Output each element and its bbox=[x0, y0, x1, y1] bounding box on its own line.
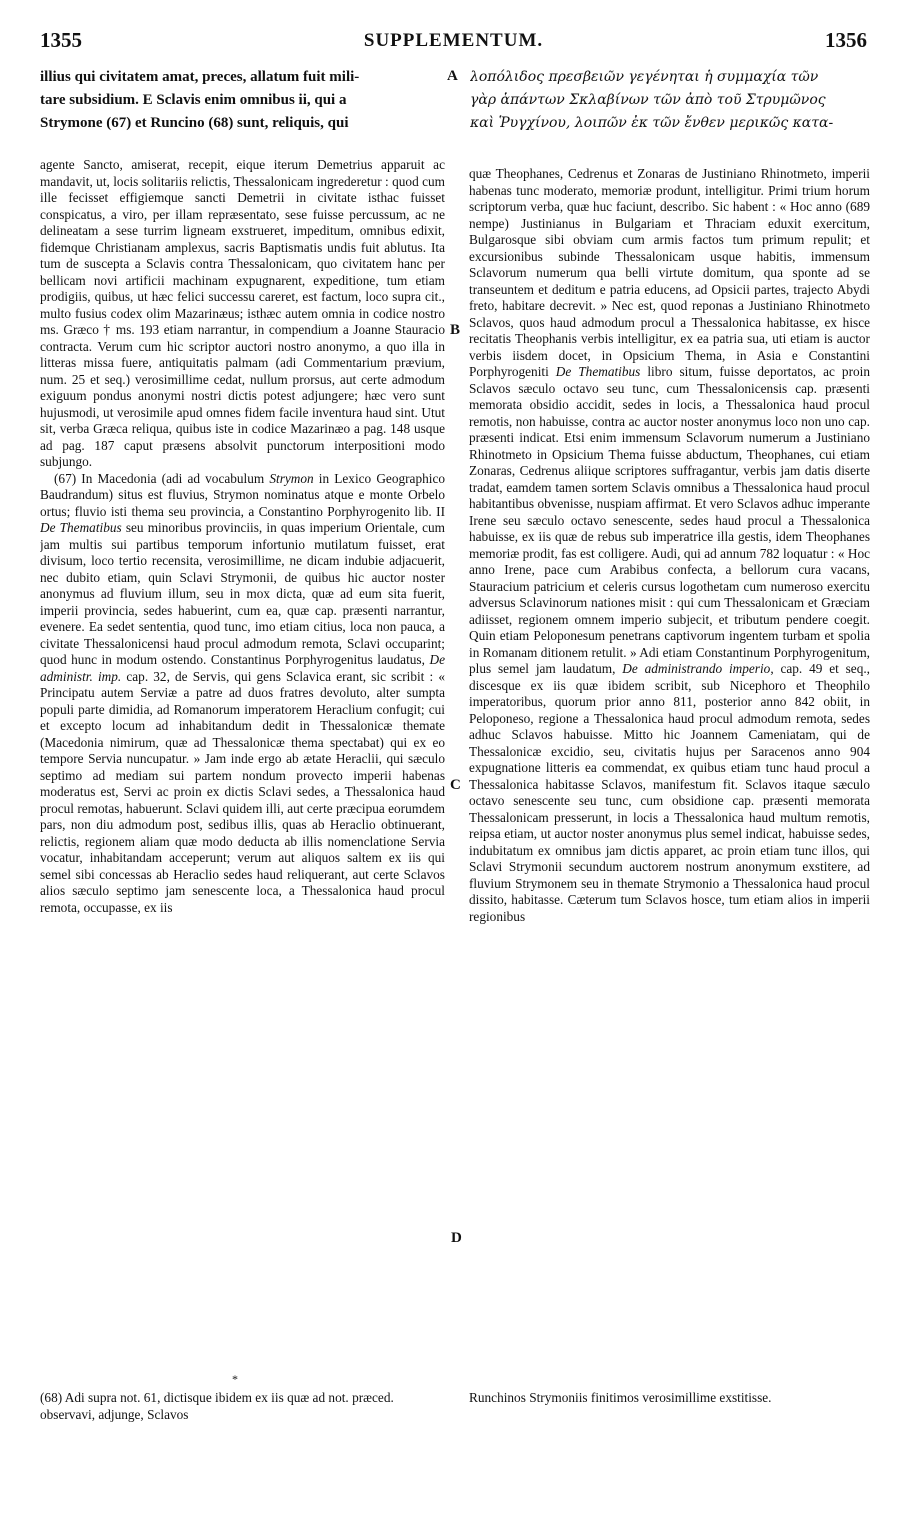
footnote-68-right: Runchinos Strymoniis finitimos verosimillime exstitisse. bbox=[469, 1390, 772, 1405]
margin-marker-b: B bbox=[450, 322, 461, 338]
emphasis: De Thematibus bbox=[555, 364, 641, 379]
text-run: cap. 32, de Servis, qui gens Sclavica erant, sic scribit : « Principatu autem Serviæ a patre ad duos fratres devoluto, alter sumpta populi parte dimidia, ad Romanorum imperatorem Heraclium confugit; cui et excepto locum ad inhabitandum dedit in Thessalonicæ themate (Macedonia nimirum, quæ ad Thessalonicæ thema spectabat) qui ex eo tempore Servia nuncupatur. » Jam inde ergo ab ætate Heraclii, qui sæculo septimo ad mediam sui partem nondum provecto imperii habenas moderatus est, Servi ac proin ex dictis Sclavi sedes, a Thessalonica haud procul remotas, habuerunt. Sclavi quidem illi, aut certe præcipua eorumdem pars, non diu admodum post, sedibus illis, quas ab Heraclio obtinuerant, relictis, regionem aliam quæ modo deducta ab illis nomenclatione Servia vocatur, inhabitandam acceperunt; verum aut aliquos saltem ex iis qui semel sibi concessas ab Heraclio sedes haud reliquerant, aut certe Sclavos alios sæculo septimo jam senescente loca, a Thessalonica haud procul remota, occupasse, ex iis bbox=[40, 668, 445, 915]
running-title: SUPPLEMENTUM. bbox=[363, 30, 544, 51]
emphasis: De administr. imp. bbox=[40, 652, 445, 684]
commentary-paragraph bbox=[469, 166, 870, 925]
emphasis: Strymon bbox=[269, 470, 314, 486]
text-run: , cap. 49 et seq., discesque ex iis quæ ibidem scribit, sub Nicephoro et Theophilo imperatoribus, quorum prior anno 811, posterior anno 842 obiit, in Peloponeso, regione a Thessalonica haud procul admodum remota, sedes adhuc Sclavos habuisse. Mitto hic Joannem Cameniatam, qui de Thessalonicæ excidio, seu, civitatis hujus per Saracenos anno 904 expugnatione litteris ea commendat, ex quibus etiam tunc haud procul a Thessalonica habitasse Sclavos, manifestum fit. Sclavos itaque sæculo octavo senescente seu tunc, cum obsidione cap. præsenti memorata Thessalonicam presserunt, in locis a Thessalonica haud multum remotis, reipsa etiam, ut auctor noster anonymus plus semel indicat, habuisse sedes, indubitatum ex omnibus jam dictis apparet, ac proin etiam tunc illos, qui Sclavi Strymonii secundum auctorem nostrum anonymum exstitere, ad fluvium Strymonem seu in themate Strymonio a Thessalonica haud procul dissito, habitasse. Cæterum tum Sclavos hosce, tum etiam alios in imperii regionibus bbox=[469, 661, 870, 924]
emphasis: De administrando imperio bbox=[622, 661, 771, 676]
note-67-paragraph bbox=[40, 471, 445, 917]
page-number-right: 1356 bbox=[825, 28, 867, 52]
margin-marker-c: C bbox=[450, 777, 461, 793]
greek-line: γὰρ ἁπάντων Σκλαβίνων τῶν ἀπὸ τοῦ Στρυμῶνος bbox=[470, 92, 826, 108]
latin-line: illius qui civitatem amat, preces, allatum fuit mili- bbox=[40, 69, 360, 85]
page-number-left: 1355 bbox=[40, 28, 82, 52]
text-run: seu minoribus provinciis, in quas imperium Orientale, cum jam multis sui partibus temporum infortunio mutilatum fuisset, erat divisum, loco tertio recensita, verosimillime, ne dicam indubie adjacuerit, nec dubito etiam, quin Sclavi Strymonii, de quibus hic auctor noster anonymus ad fluvium illum, seu in mox dicta, quæ ad eum sita fuerit, imperii provincia, sedes habuerint, cum ea, quæ cap. præsenti narrantur, evenere. Ea sedet sententia, quod tunc, imo etiam citius, loca non pauca, a civitate Thessalonicensi haud procul admodum remota, Sclavi occuparint; quod hunc in modum ostendo. Constantinus Porphyrogenitus laudatus, bbox=[40, 520, 445, 667]
footnote-separator: * bbox=[232, 1372, 238, 1386]
margin-marker-d: D bbox=[451, 1230, 462, 1246]
text-run: libro situm, fuisse deportatos, ac proin Sclavos sæculo octavo seu tunc, cum Thessalonicensis cap. præsenti memorata obsidio accidit, sedes in locis, a Thessalonica haud procul remotis, non habuisse, contra ac auctor noster anonymus loco non uno cap. præsenti indicat. Etsi enim immensum Sclavorum numerum a Justiniano Rhinotmeto in Opsicium Thema fuisse abductum, Theophanes, cui etiam Zonaras, Cedrenus aliique scriptores suffragantur, verbis jam datis diserte tradat, eamdem tamen sortem Sclavis omnibus a Thessalonica haud procul habitantibus obvenisse, nuspiam affirmat. Et vero Sclavos adhuc imperante Irene seu sæculo octavo senescente, sedes haud procul a Thessalonica habuisse, ex iis quæ de rebus sub imperatrice illa gestis, idem Theophanes memoriæ prodit, fas est colligere. Audi, qui ad annum 782 loquatur : « Hoc anno Irene, pace cum Arabibus confecta, a bellorum cura vacans, Stauracium patricium et celeris cursus logothetam cum numeroso exercitu adversus Sclavinorum nationes misit : qui cum Thessalonicam et Græciam adiisset, regionem omnem imperio subjecit, et tributum pendere coegit. Quin etiam Peloponesum penetrans captivorum ingentem turbam et spolia in Romanam ditionem retulit. » Adi etiam Constantinum Porphyrogenitum, plus semel jam laudatum, bbox=[469, 364, 870, 676]
greek-line: καὶ Ῥυγχίνου, λοιπῶν ἐκ τῶν ἔνθεν μερικῶς κατα- bbox=[470, 115, 834, 131]
latin-line: Strymone (67) et Runcino (68) sunt, reliquis, qui bbox=[40, 115, 349, 131]
latin-line: tare subsidium. E Sclavis enim omnibus ii, qui a bbox=[40, 92, 347, 108]
latin-translation-lines bbox=[40, 66, 444, 135]
text-run: (67) In Macedonia (adi ad vocabulum bbox=[54, 470, 270, 486]
page-header bbox=[40, 28, 867, 58]
commentary-left-column bbox=[40, 157, 445, 1357]
emphasis: De Thematibus bbox=[40, 520, 122, 535]
text-run: quæ Theophanes, Cedrenus et Zonaras de Justiniano Rhinotmeto, imperii habenas tunc moderato, memoriæ produnt, intelligitur. Primi trium horum scriptorum verba, quæ huc faciunt, describo. Sic habent : « Hoc anno (689 nempe) Justinianus in Bulgariam et Thraciam eduxit exercitum, Bulgarosque sibi obviam cum armis factos tum primum repulit; et excursionibus subinde Thessalonicam usque habitis, immensum Sclavorum numerum qua belli virtute domitum, qua sponte ad se transeuntem et deditum e patria educens, ad Opsicii partes, trajecto Abydi freto, habitare decrevit. » Nec est, quod reponas a Justiniano Rhinotmeto Sclavos, quos haud admodum procul a Thessalonica habitasse, ex hisce recitatis Theophanis verbis intelligitur, ex ea patria sua, uti etiam is auctor verbis iisdem docet, in Opsicium Thema, in Asia e Constantini Porphyrogeniti bbox=[469, 166, 870, 379]
commentary-right-column bbox=[469, 166, 870, 1370]
greek-text-lines bbox=[470, 66, 870, 135]
text-run: in Lexico Geographico Baudrandum) situs est fluvius, Strymon nominatus atque e monte Orbelo ortus; fluvio isti thema seu provincia, a Constantino Porphyrogenito lib. II bbox=[40, 470, 445, 519]
greek-line: λοπόλιδος πρεσβειῶν γεγένηται ἡ συμμαχία τῶν bbox=[470, 69, 819, 85]
commentary-paragraph: agente Sancto, amiserat, recepit, eique iterum Demetrius apparuit ac mandavit, ut, locis solitariis relictis, Thessalonicam ingrederetur : quod cum ille fecisset effigiemque sancti Demetrii in civitate isthac fuisset conspicatus, a viro, per illam repræsentato, sese fuisse percussum, ac ne delineatam a sese turrim ligneam exstrueret, impeditum, omnibus edixit, fidemque Christianam amplexus, sacris Baptismatis undis fuit ablutus. Ita tum de suscepta a Sclavis contra Thessalonicam, quo civitatem hanc per bellicam novi artificii machinam expugnarent, expeditione, tum etiam prodigiis, quibus, ut hæc felici successu careret, est factum, loco supra cit., multo fusius codex olim Mazarinæus; isthæc autem omnia in codice nostro ms. Græco † ms. 193 etiam narrantur, in compendium a Joanne Stauracio contracta. Verum cum hic scriptor auctori nostro anonymo, a quo illa in litteras missa fuere, antiquitatis palmam (adi Commentarium prævium, num. 25 et seq.) verosimillime cedat, nullum prorsus, aut certe admodum exiguum pondus anonymi nostri dictis potest adjungere; hæc vero sunt hujusmodi, ut verosimile apud omnes fidem facile inventura haud sint. Utut sit, verba Græca reliqua, quibus iste in codice Mazarinæo a pag. 148 usque ad pag. 187 caput præsens absolvit punctorum interpositioni modo subjungo. bbox=[40, 157, 445, 469]
footnote-68-left: (68) Adi supra not. 61, dictisque ibidem ex iis quæ ad not. præced. observavi, adjunge, Sclavos bbox=[40, 1390, 394, 1422]
margin-marker-a: A bbox=[447, 68, 458, 84]
